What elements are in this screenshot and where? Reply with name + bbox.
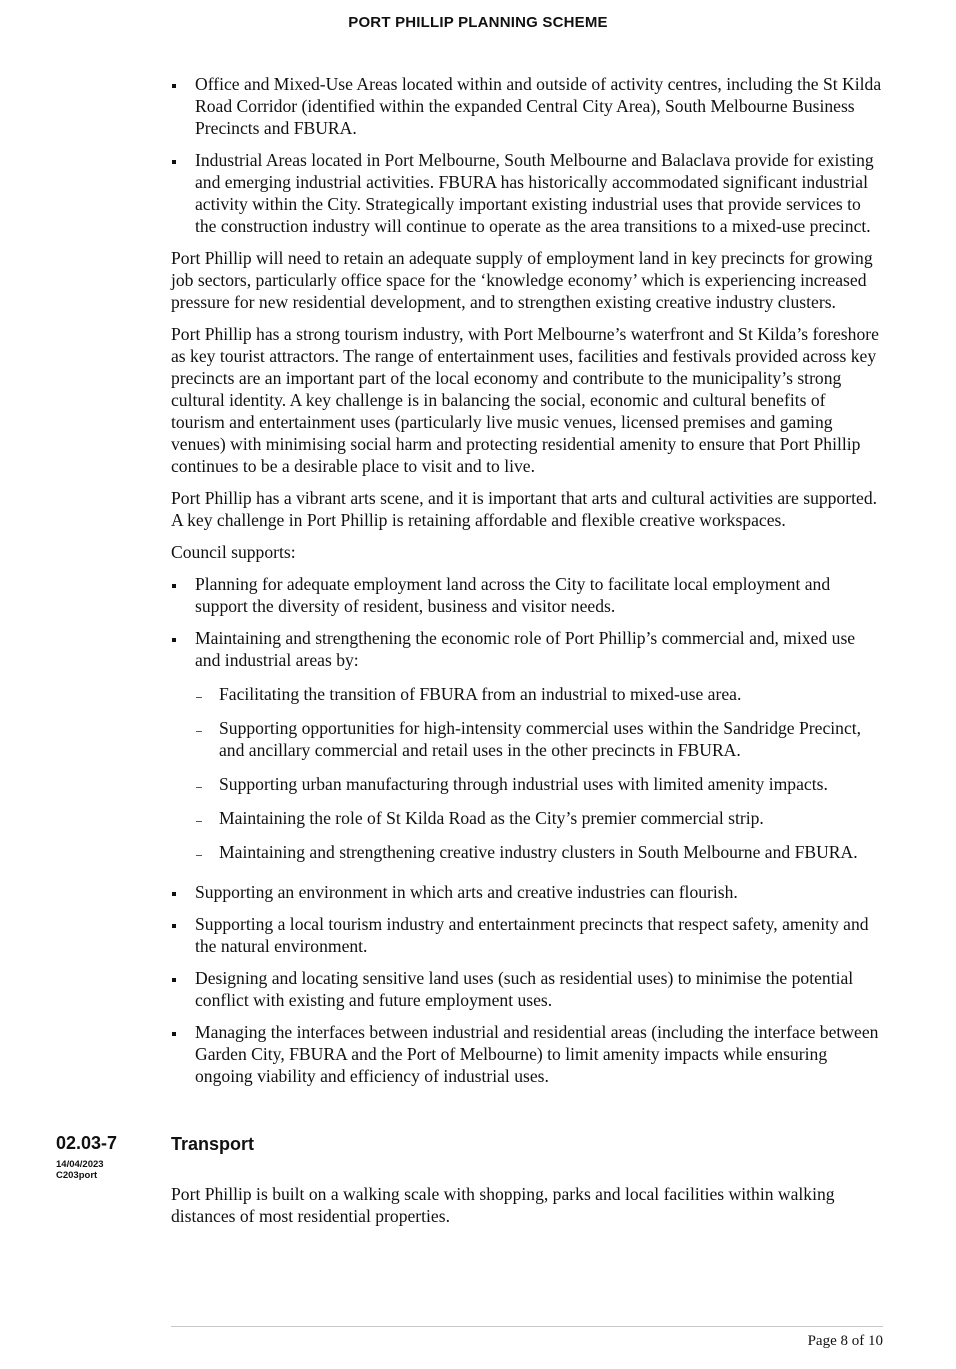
list-item — [171, 627, 883, 671]
list-item — [171, 73, 883, 139]
list-item-text: Maintaining and strengthening the economic role of Port Phillip’s commercial and, mixed use and industrial areas by: — [195, 628, 856, 670]
section-heading: Transport — [171, 1134, 255, 1154]
list-item — [171, 913, 883, 957]
council-supports-label: Council supports: — [171, 542, 296, 562]
list-item-text: Managing the interfaces between industrial and residential areas (including the interface between Garden City, FBURA and the Port of Melbourne) to limit amenity impacts while ensuring ongoing viability and efficiency of industrial uses. — [195, 1022, 879, 1086]
page-number: Page 8 of 10 — [807, 1333, 883, 1349]
sub-list-item-text: Maintaining the role of St Kilda Road as the City’s premier commercial strip. — [219, 808, 764, 828]
list-item — [171, 573, 883, 617]
footer-divider — [171, 1326, 883, 1327]
list-item — [171, 1021, 883, 1087]
list-item-text: Supporting a local tourism industry and entertainment precincts that respect safety, amenity and the natural environment. — [195, 914, 869, 956]
list-item-text: Industrial Areas located in Port Melbourne, South Melbourne and Balaclava provide for existing and emerging industrial activities. FBURA has historically accommodated significant industrial activity within the City. Strategically important existing industrial uses that provide services to the construction industry will continue to operate as the area transitions to a mixed-use precinct. — [195, 150, 874, 236]
sub-list — [195, 683, 883, 863]
paragraph: Port Phillip has a strong tourism industry, with Port Melbourne’s waterfront and St Kilda’s foreshore as key tourist attractors. The range of entertainment uses, facilities and festivals provided across key precincts are an important part of the local economy and contribute to the municipality’s strong cultural identity. A key challenge is in balancing the social, economic and cultural benefits of tourism and entertainment uses (particularly live music venues, licensed premises and gaming venues) with minimising social harm and protecting residential amenity to ensure that Port Phillip continues to be a desirable place to visit and to live. — [171, 324, 879, 476]
clause-number: 02.03-7 — [56, 1133, 118, 1153]
clause-metadata — [56, 1159, 104, 1181]
sub-list-item-text: Maintaining and strengthening creative industry clusters in South Melbourne and FBURA. — [219, 842, 858, 862]
list-item — [171, 149, 883, 237]
sub-list-item — [195, 807, 883, 829]
clause-amendment: C203port — [56, 1170, 98, 1181]
list-item-text: Office and Mixed-Use Areas located within and outside of activity centres, including the St Kilda Road Corridor (identified within the expanded Central City Area), South Melbourne Business Precincts and FBURA. — [195, 74, 882, 138]
sub-list-item — [195, 841, 883, 863]
paragraph: Port Phillip will need to retain an adequate supply of employment land in key precincts for growing job sectors, particularly office space for the ‘knowledge economy’ which is experiencing increased pressure for new residential development, and to strengthen existing creative industry clusters. — [171, 248, 873, 312]
paragraph: Port Phillip has a vibrant arts scene, and it is important that arts and cultural activities are supported. A key challenge in Port Phillip is retaining affordable and flexible creative workspaces. — [171, 488, 878, 530]
list-item — [171, 881, 883, 903]
sub-list-item-text: Supporting opportunities for high-intensity commercial uses within the Sandridge Precinct, and ancillary commercial and retail uses in the other precincts in FBURA. — [219, 718, 862, 760]
sub-list-item-text: Supporting urban manufacturing through industrial uses with limited amenity impacts. — [219, 774, 828, 794]
section-paragraph: Port Phillip is built on a walking scale with shopping, parks and local facilities within walking distances of most residential properties. — [171, 1183, 835, 1226]
clause-date: 14/04/2023 — [56, 1159, 104, 1170]
page-header-title: PORT PHILLIP PLANNING SCHEME — [348, 14, 608, 31]
sub-list-item-text: Facilitating the transition of FBURA from an industrial to mixed-use area. — [219, 684, 742, 704]
sub-list-item — [195, 683, 883, 705]
body-column — [171, 73, 883, 1097]
sub-list-item — [195, 717, 883, 761]
list-item — [171, 967, 883, 1011]
list-item-text: Designing and locating sensitive land uses (such as residential uses) to minimise the potential conflict with existing and future employment uses. — [195, 968, 854, 1010]
list-item-text: Supporting an environment in which arts and creative industries can flourish. — [195, 882, 738, 902]
sub-list-item — [195, 773, 883, 795]
list-item-text: Planning for adequate employment land across the City to facilitate local employment and support the diversity of resident, business and visitor needs. — [195, 574, 831, 616]
